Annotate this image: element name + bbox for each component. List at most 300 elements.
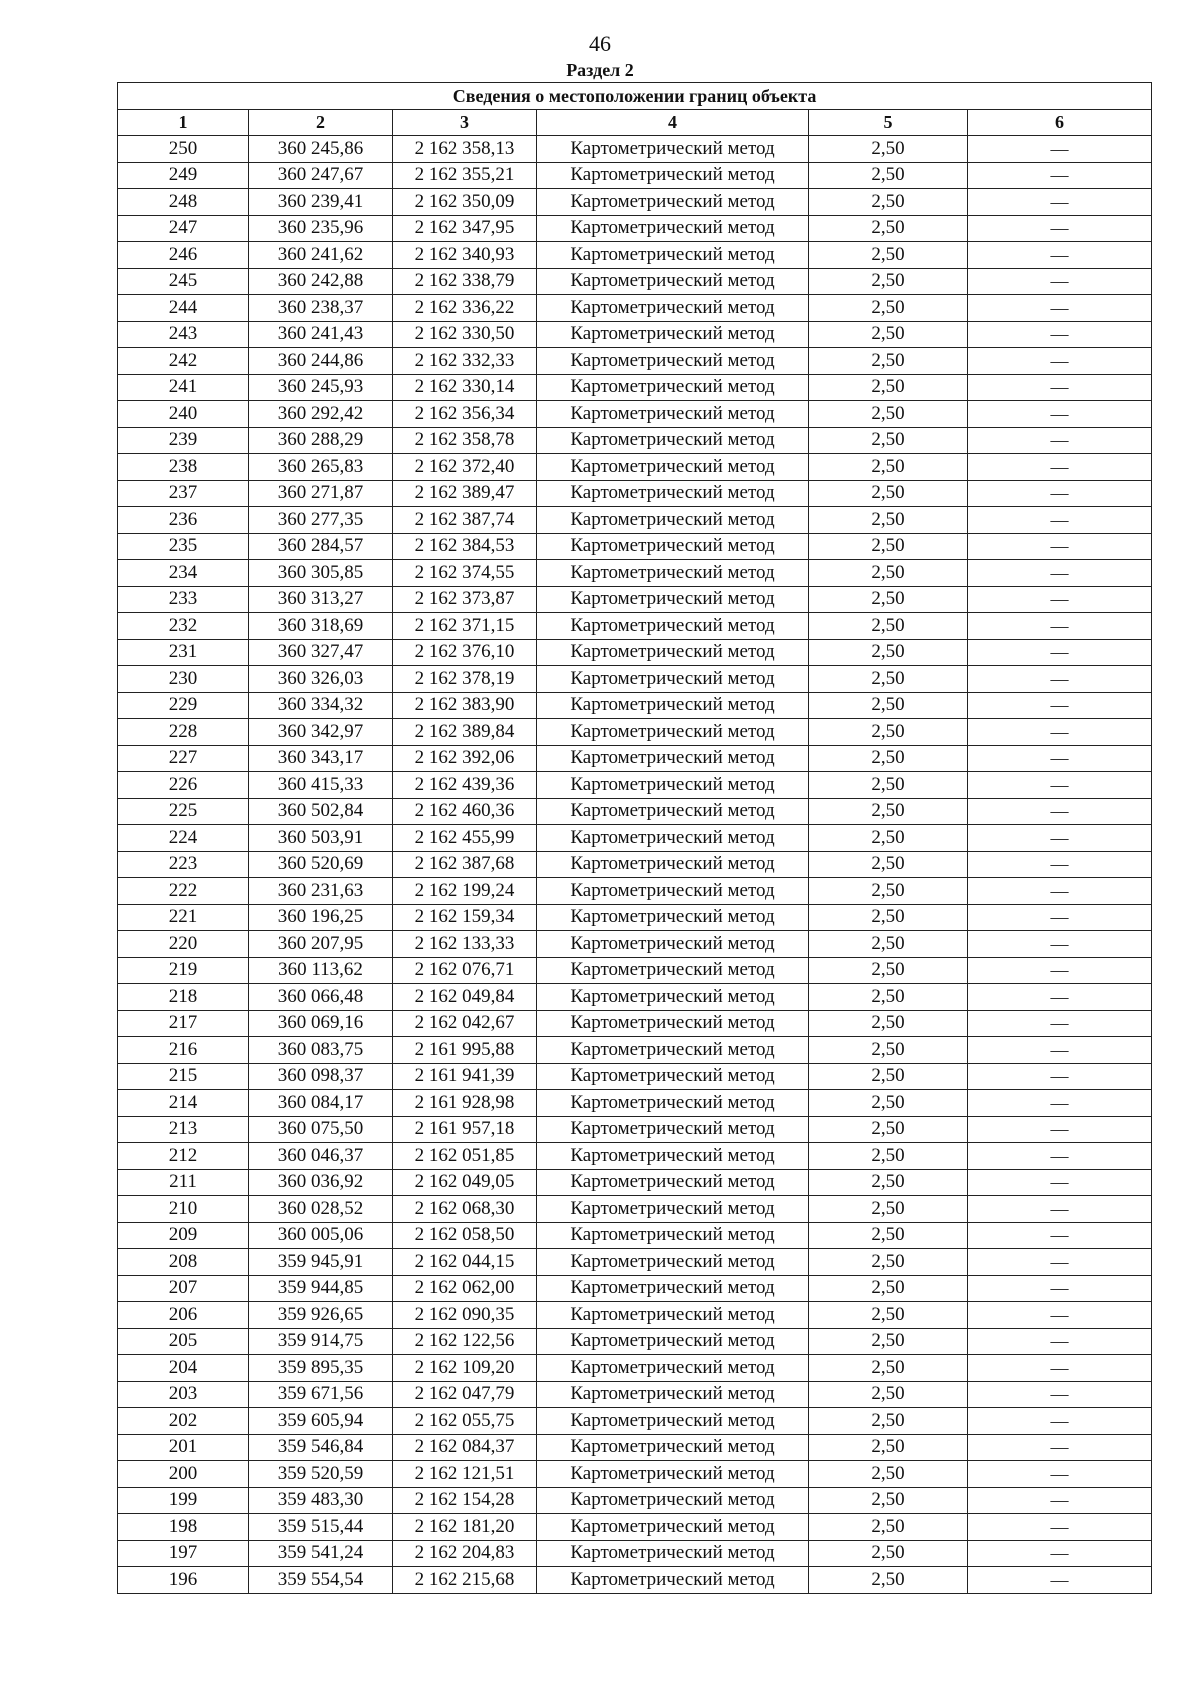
y-coordinate-cell: 2 162 055,75 bbox=[393, 1408, 537, 1435]
description-cell: — bbox=[968, 1434, 1152, 1461]
description-cell: — bbox=[968, 136, 1152, 163]
y-coordinate-cell: 2 162 076,71 bbox=[393, 957, 537, 984]
column-header-2: 2 bbox=[249, 109, 393, 136]
method-cell: Картометрический метод bbox=[537, 1196, 809, 1223]
method-cell: Картометрический метод bbox=[537, 1143, 809, 1170]
table-row bbox=[118, 745, 1152, 772]
accuracy-cell: 2,50 bbox=[809, 1249, 968, 1276]
point-number-cell: 214 bbox=[118, 1090, 249, 1117]
y-coordinate-cell: 2 162 204,83 bbox=[393, 1540, 537, 1567]
table-row bbox=[118, 957, 1152, 984]
table-row bbox=[118, 1381, 1152, 1408]
table-row bbox=[118, 507, 1152, 534]
point-number-cell: 235 bbox=[118, 533, 249, 560]
table-row bbox=[118, 1567, 1152, 1594]
description-cell: — bbox=[968, 613, 1152, 640]
x-coordinate-cell: 360 334,32 bbox=[249, 692, 393, 719]
accuracy-cell: 2,50 bbox=[809, 1302, 968, 1329]
table-row bbox=[118, 454, 1152, 481]
description-cell: — bbox=[968, 533, 1152, 560]
description-cell: — bbox=[968, 719, 1152, 746]
x-coordinate-cell: 360 244,86 bbox=[249, 348, 393, 375]
method-cell: Картометрический метод bbox=[537, 295, 809, 322]
description-cell: — bbox=[968, 1249, 1152, 1276]
method-cell: Картометрический метод bbox=[537, 1275, 809, 1302]
description-cell: — bbox=[968, 1063, 1152, 1090]
table-row bbox=[118, 1540, 1152, 1567]
accuracy-cell: 2,50 bbox=[809, 189, 968, 216]
point-number-cell: 201 bbox=[118, 1434, 249, 1461]
description-cell: — bbox=[968, 215, 1152, 242]
point-number-cell: 248 bbox=[118, 189, 249, 216]
description-cell: — bbox=[968, 1408, 1152, 1435]
y-coordinate-cell: 2 161 941,39 bbox=[393, 1063, 537, 1090]
table-row bbox=[118, 1434, 1152, 1461]
y-coordinate-cell: 2 162 062,00 bbox=[393, 1275, 537, 1302]
accuracy-cell: 2,50 bbox=[809, 692, 968, 719]
point-number-cell: 202 bbox=[118, 1408, 249, 1435]
point-number-cell: 243 bbox=[118, 321, 249, 348]
method-cell: Картометрический метод bbox=[537, 533, 809, 560]
point-number-cell: 215 bbox=[118, 1063, 249, 1090]
y-coordinate-cell: 2 162 044,15 bbox=[393, 1249, 537, 1276]
x-coordinate-cell: 359 895,35 bbox=[249, 1355, 393, 1382]
x-coordinate-cell: 360 284,57 bbox=[249, 533, 393, 560]
description-cell: — bbox=[968, 931, 1152, 958]
table-row bbox=[118, 295, 1152, 322]
boundary-coordinates-table bbox=[117, 82, 1152, 1594]
accuracy-cell: 2,50 bbox=[809, 1116, 968, 1143]
x-coordinate-cell: 360 305,85 bbox=[249, 560, 393, 587]
y-coordinate-cell: 2 162 058,50 bbox=[393, 1222, 537, 1249]
accuracy-cell: 2,50 bbox=[809, 904, 968, 931]
description-cell: — bbox=[968, 560, 1152, 587]
point-number-cell: 249 bbox=[118, 162, 249, 189]
description-cell: — bbox=[968, 374, 1152, 401]
accuracy-cell: 2,50 bbox=[809, 613, 968, 640]
y-coordinate-cell: 2 162 215,68 bbox=[393, 1567, 537, 1594]
description-cell: — bbox=[968, 268, 1152, 295]
description-cell: — bbox=[968, 745, 1152, 772]
point-number-cell: 218 bbox=[118, 984, 249, 1011]
description-cell: — bbox=[968, 1275, 1152, 1302]
point-number-cell: 220 bbox=[118, 931, 249, 958]
x-coordinate-cell: 360 231,63 bbox=[249, 878, 393, 905]
method-cell: Картометрический метод bbox=[537, 745, 809, 772]
description-cell: — bbox=[968, 639, 1152, 666]
x-coordinate-cell: 359 926,65 bbox=[249, 1302, 393, 1329]
description-cell: — bbox=[968, 984, 1152, 1011]
y-coordinate-cell: 2 162 455,99 bbox=[393, 825, 537, 852]
point-number-cell: 224 bbox=[118, 825, 249, 852]
accuracy-cell: 2,50 bbox=[809, 1381, 968, 1408]
point-number-cell: 225 bbox=[118, 798, 249, 825]
table-row bbox=[118, 1461, 1152, 1488]
y-coordinate-cell: 2 162 090,35 bbox=[393, 1302, 537, 1329]
method-cell: Картометрический метод bbox=[537, 480, 809, 507]
method-cell: Картометрический метод bbox=[537, 1063, 809, 1090]
point-number-cell: 204 bbox=[118, 1355, 249, 1382]
method-cell: Картометрический метод bbox=[537, 1328, 809, 1355]
section-title: Раздел 2 bbox=[566, 60, 634, 80]
x-coordinate-cell: 360 207,95 bbox=[249, 931, 393, 958]
x-coordinate-cell: 359 483,30 bbox=[249, 1487, 393, 1514]
table-row bbox=[118, 533, 1152, 560]
method-cell: Картометрический метод bbox=[537, 454, 809, 481]
x-coordinate-cell: 359 541,24 bbox=[249, 1540, 393, 1567]
point-number-cell: 244 bbox=[118, 295, 249, 322]
x-coordinate-cell: 360 241,62 bbox=[249, 242, 393, 269]
table-row bbox=[118, 613, 1152, 640]
y-coordinate-cell: 2 162 042,67 bbox=[393, 1010, 537, 1037]
accuracy-cell: 2,50 bbox=[809, 215, 968, 242]
point-number-cell: 207 bbox=[118, 1275, 249, 1302]
method-cell: Картометрический метод bbox=[537, 1567, 809, 1594]
y-coordinate-cell: 2 162 109,20 bbox=[393, 1355, 537, 1382]
method-cell: Картометрический метод bbox=[537, 1540, 809, 1567]
y-coordinate-cell: 2 161 957,18 bbox=[393, 1116, 537, 1143]
accuracy-cell: 2,50 bbox=[809, 1434, 968, 1461]
y-coordinate-cell: 2 162 047,79 bbox=[393, 1381, 537, 1408]
method-cell: Картометрический метод bbox=[537, 719, 809, 746]
point-number-cell: 228 bbox=[118, 719, 249, 746]
page-number: 46 bbox=[589, 31, 611, 56]
method-cell: Картометрический метод bbox=[537, 1434, 809, 1461]
point-number-cell: 198 bbox=[118, 1514, 249, 1541]
description-cell: — bbox=[968, 772, 1152, 799]
table-row bbox=[118, 1196, 1152, 1223]
x-coordinate-cell: 360 313,27 bbox=[249, 586, 393, 613]
point-number-cell: 196 bbox=[118, 1567, 249, 1594]
method-cell: Картометрический метод bbox=[537, 1514, 809, 1541]
x-coordinate-cell: 360 239,41 bbox=[249, 189, 393, 216]
column-header-6: 6 bbox=[968, 109, 1152, 136]
method-cell: Картометрический метод bbox=[537, 878, 809, 905]
method-cell: Картометрический метод bbox=[537, 1355, 809, 1382]
point-number-cell: 216 bbox=[118, 1037, 249, 1064]
accuracy-cell: 2,50 bbox=[809, 639, 968, 666]
column-header-4: 4 bbox=[537, 109, 809, 136]
description-cell: — bbox=[968, 1302, 1152, 1329]
accuracy-cell: 2,50 bbox=[809, 984, 968, 1011]
x-coordinate-cell: 359 520,59 bbox=[249, 1461, 393, 1488]
y-coordinate-cell: 2 162 122,56 bbox=[393, 1328, 537, 1355]
table-row bbox=[118, 427, 1152, 454]
table-row bbox=[118, 586, 1152, 613]
point-number-cell: 229 bbox=[118, 692, 249, 719]
table-row bbox=[118, 1328, 1152, 1355]
point-number-cell: 226 bbox=[118, 772, 249, 799]
y-coordinate-cell: 2 162 372,40 bbox=[393, 454, 537, 481]
y-coordinate-cell: 2 162 330,50 bbox=[393, 321, 537, 348]
method-cell: Картометрический метод bbox=[537, 374, 809, 401]
method-cell: Картометрический метод bbox=[537, 268, 809, 295]
accuracy-cell: 2,50 bbox=[809, 1487, 968, 1514]
y-coordinate-cell: 2 162 336,22 bbox=[393, 295, 537, 322]
point-number-cell: 232 bbox=[118, 613, 249, 640]
description-cell: — bbox=[968, 1010, 1152, 1037]
method-cell: Картометрический метод bbox=[537, 1302, 809, 1329]
accuracy-cell: 2,50 bbox=[809, 1169, 968, 1196]
point-number-cell: 239 bbox=[118, 427, 249, 454]
point-number-cell: 236 bbox=[118, 507, 249, 534]
point-number-cell: 233 bbox=[118, 586, 249, 613]
table-row bbox=[118, 480, 1152, 507]
y-coordinate-cell: 2 162 355,21 bbox=[393, 162, 537, 189]
point-number-cell: 209 bbox=[118, 1222, 249, 1249]
method-cell: Картометрический метод bbox=[537, 1010, 809, 1037]
x-coordinate-cell: 360 046,37 bbox=[249, 1143, 393, 1170]
table-caption: Сведения о местоположении границ объекта bbox=[118, 83, 1152, 110]
method-cell: Картометрический метод bbox=[537, 1116, 809, 1143]
description-cell: — bbox=[968, 454, 1152, 481]
description-cell: — bbox=[968, 878, 1152, 905]
method-cell: Картометрический метод bbox=[537, 348, 809, 375]
x-coordinate-cell: 360 235,96 bbox=[249, 215, 393, 242]
x-coordinate-cell: 360 242,88 bbox=[249, 268, 393, 295]
y-coordinate-cell: 2 162 049,84 bbox=[393, 984, 537, 1011]
table-row bbox=[118, 639, 1152, 666]
description-cell: — bbox=[968, 851, 1152, 878]
method-cell: Картометрический метод bbox=[537, 825, 809, 852]
accuracy-cell: 2,50 bbox=[809, 507, 968, 534]
description-cell: — bbox=[968, 692, 1152, 719]
accuracy-cell: 2,50 bbox=[809, 851, 968, 878]
table-row bbox=[118, 1487, 1152, 1514]
column-header-3: 3 bbox=[393, 109, 537, 136]
table-row bbox=[118, 1090, 1152, 1117]
y-coordinate-cell: 2 162 389,47 bbox=[393, 480, 537, 507]
description-cell: — bbox=[968, 1196, 1152, 1223]
description-cell: — bbox=[968, 1567, 1152, 1594]
x-coordinate-cell: 359 554,54 bbox=[249, 1567, 393, 1594]
x-coordinate-cell: 360 326,03 bbox=[249, 666, 393, 693]
accuracy-cell: 2,50 bbox=[809, 1328, 968, 1355]
point-number-cell: 250 bbox=[118, 136, 249, 163]
method-cell: Картометрический метод bbox=[537, 1249, 809, 1276]
y-coordinate-cell: 2 162 384,53 bbox=[393, 533, 537, 560]
method-cell: Картометрический метод bbox=[537, 772, 809, 799]
y-coordinate-cell: 2 162 338,79 bbox=[393, 268, 537, 295]
x-coordinate-cell: 360 288,29 bbox=[249, 427, 393, 454]
table-row bbox=[118, 374, 1152, 401]
description-cell: — bbox=[968, 825, 1152, 852]
x-coordinate-cell: 360 113,62 bbox=[249, 957, 393, 984]
table-row bbox=[118, 1514, 1152, 1541]
y-coordinate-cell: 2 162 460,36 bbox=[393, 798, 537, 825]
table-row bbox=[118, 136, 1152, 163]
accuracy-cell: 2,50 bbox=[809, 560, 968, 587]
table-row bbox=[118, 692, 1152, 719]
y-coordinate-cell: 2 161 995,88 bbox=[393, 1037, 537, 1064]
description-cell: — bbox=[968, 348, 1152, 375]
y-coordinate-cell: 2 162 389,84 bbox=[393, 719, 537, 746]
table-row bbox=[118, 401, 1152, 428]
point-number-cell: 240 bbox=[118, 401, 249, 428]
x-coordinate-cell: 360 084,17 bbox=[249, 1090, 393, 1117]
table-row bbox=[118, 1116, 1152, 1143]
x-coordinate-cell: 360 241,43 bbox=[249, 321, 393, 348]
y-coordinate-cell: 2 162 154,28 bbox=[393, 1487, 537, 1514]
description-cell: — bbox=[968, 242, 1152, 269]
method-cell: Картометрический метод bbox=[537, 427, 809, 454]
x-coordinate-cell: 360 327,47 bbox=[249, 639, 393, 666]
table-row bbox=[118, 162, 1152, 189]
x-coordinate-cell: 359 914,75 bbox=[249, 1328, 393, 1355]
accuracy-cell: 2,50 bbox=[809, 957, 968, 984]
point-number-cell: 234 bbox=[118, 560, 249, 587]
method-cell: Картометрический метод bbox=[537, 692, 809, 719]
x-coordinate-cell: 360 277,35 bbox=[249, 507, 393, 534]
point-number-cell: 238 bbox=[118, 454, 249, 481]
description-cell: — bbox=[968, 507, 1152, 534]
method-cell: Картометрический метод bbox=[537, 1461, 809, 1488]
y-coordinate-cell: 2 162 049,05 bbox=[393, 1169, 537, 1196]
table-row bbox=[118, 1275, 1152, 1302]
method-cell: Картометрический метод bbox=[537, 1037, 809, 1064]
point-number-cell: 222 bbox=[118, 878, 249, 905]
description-cell: — bbox=[968, 1514, 1152, 1541]
x-coordinate-cell: 360 343,17 bbox=[249, 745, 393, 772]
accuracy-cell: 2,50 bbox=[809, 401, 968, 428]
accuracy-cell: 2,50 bbox=[809, 931, 968, 958]
method-cell: Картометрический метод bbox=[537, 984, 809, 1011]
table-row bbox=[118, 268, 1152, 295]
table-row bbox=[118, 931, 1152, 958]
point-number-cell: 208 bbox=[118, 1249, 249, 1276]
method-cell: Картометрический метод bbox=[537, 507, 809, 534]
method-cell: Картометрический метод bbox=[537, 215, 809, 242]
description-cell: — bbox=[968, 1143, 1152, 1170]
accuracy-cell: 2,50 bbox=[809, 374, 968, 401]
table-row bbox=[118, 1037, 1152, 1064]
x-coordinate-cell: 360 415,33 bbox=[249, 772, 393, 799]
point-number-cell: 242 bbox=[118, 348, 249, 375]
description-cell: — bbox=[968, 1037, 1152, 1064]
table-caption-row bbox=[118, 83, 1152, 110]
table-row bbox=[118, 1408, 1152, 1435]
y-coordinate-cell: 2 162 330,14 bbox=[393, 374, 537, 401]
table-row bbox=[118, 772, 1152, 799]
description-cell: — bbox=[968, 1461, 1152, 1488]
y-coordinate-cell: 2 162 340,93 bbox=[393, 242, 537, 269]
x-coordinate-cell: 360 066,48 bbox=[249, 984, 393, 1011]
table-row bbox=[118, 348, 1152, 375]
accuracy-cell: 2,50 bbox=[809, 1010, 968, 1037]
y-coordinate-cell: 2 162 387,74 bbox=[393, 507, 537, 534]
table-row bbox=[118, 825, 1152, 852]
accuracy-cell: 2,50 bbox=[809, 586, 968, 613]
accuracy-cell: 2,50 bbox=[809, 1355, 968, 1382]
x-coordinate-cell: 360 502,84 bbox=[249, 798, 393, 825]
y-coordinate-cell: 2 162 051,85 bbox=[393, 1143, 537, 1170]
table-row bbox=[118, 984, 1152, 1011]
method-cell: Картометрический метод bbox=[537, 957, 809, 984]
accuracy-cell: 2,50 bbox=[809, 295, 968, 322]
point-number-cell: 217 bbox=[118, 1010, 249, 1037]
method-cell: Картометрический метод bbox=[537, 639, 809, 666]
x-coordinate-cell: 360 265,83 bbox=[249, 454, 393, 481]
table-row bbox=[118, 189, 1152, 216]
method-cell: Картометрический метод bbox=[537, 666, 809, 693]
description-cell: — bbox=[968, 1222, 1152, 1249]
table-row bbox=[118, 1010, 1152, 1037]
y-coordinate-cell: 2 162 068,30 bbox=[393, 1196, 537, 1223]
table-row bbox=[118, 1249, 1152, 1276]
x-coordinate-cell: 360 196,25 bbox=[249, 904, 393, 931]
point-number-cell: 212 bbox=[118, 1143, 249, 1170]
x-coordinate-cell: 360 342,97 bbox=[249, 719, 393, 746]
point-number-cell: 231 bbox=[118, 639, 249, 666]
method-cell: Картометрический метод bbox=[537, 162, 809, 189]
table-header bbox=[118, 83, 1152, 136]
x-coordinate-cell: 359 605,94 bbox=[249, 1408, 393, 1435]
accuracy-cell: 2,50 bbox=[809, 1275, 968, 1302]
x-coordinate-cell: 360 318,69 bbox=[249, 613, 393, 640]
accuracy-cell: 2,50 bbox=[809, 745, 968, 772]
description-cell: — bbox=[968, 798, 1152, 825]
method-cell: Картометрический метод bbox=[537, 1381, 809, 1408]
method-cell: Картометрический метод bbox=[537, 851, 809, 878]
description-cell: — bbox=[968, 1169, 1152, 1196]
method-cell: Картометрический метод bbox=[537, 1090, 809, 1117]
y-coordinate-cell: 2 162 159,34 bbox=[393, 904, 537, 931]
accuracy-cell: 2,50 bbox=[809, 1222, 968, 1249]
x-coordinate-cell: 360 238,37 bbox=[249, 295, 393, 322]
y-coordinate-cell: 2 162 332,33 bbox=[393, 348, 537, 375]
description-cell: — bbox=[968, 427, 1152, 454]
x-coordinate-cell: 360 245,86 bbox=[249, 136, 393, 163]
accuracy-cell: 2,50 bbox=[809, 1090, 968, 1117]
y-coordinate-cell: 2 162 358,13 bbox=[393, 136, 537, 163]
method-cell: Картометрический метод bbox=[537, 242, 809, 269]
x-coordinate-cell: 360 098,37 bbox=[249, 1063, 393, 1090]
accuracy-cell: 2,50 bbox=[809, 427, 968, 454]
y-coordinate-cell: 2 162 356,34 bbox=[393, 401, 537, 428]
method-cell: Картометрический метод bbox=[537, 1169, 809, 1196]
point-number-cell: 246 bbox=[118, 242, 249, 269]
x-coordinate-cell: 360 520,69 bbox=[249, 851, 393, 878]
table-body bbox=[118, 136, 1152, 1594]
x-coordinate-cell: 359 945,91 bbox=[249, 1249, 393, 1276]
accuracy-cell: 2,50 bbox=[809, 533, 968, 560]
accuracy-cell: 2,50 bbox=[809, 242, 968, 269]
y-coordinate-cell: 2 162 350,09 bbox=[393, 189, 537, 216]
description-cell: — bbox=[968, 586, 1152, 613]
description-cell: — bbox=[968, 1355, 1152, 1382]
y-coordinate-cell: 2 162 373,87 bbox=[393, 586, 537, 613]
table-row bbox=[118, 560, 1152, 587]
method-cell: Картометрический метод bbox=[537, 586, 809, 613]
accuracy-cell: 2,50 bbox=[809, 321, 968, 348]
x-coordinate-cell: 360 036,92 bbox=[249, 1169, 393, 1196]
accuracy-cell: 2,50 bbox=[809, 1063, 968, 1090]
accuracy-cell: 2,50 bbox=[809, 666, 968, 693]
accuracy-cell: 2,50 bbox=[809, 348, 968, 375]
description-cell: — bbox=[968, 162, 1152, 189]
x-coordinate-cell: 360 247,67 bbox=[249, 162, 393, 189]
table-row bbox=[118, 321, 1152, 348]
method-cell: Картометрический метод bbox=[537, 189, 809, 216]
accuracy-cell: 2,50 bbox=[809, 825, 968, 852]
accuracy-cell: 2,50 bbox=[809, 1540, 968, 1567]
table-row bbox=[118, 1355, 1152, 1382]
x-coordinate-cell: 360 083,75 bbox=[249, 1037, 393, 1064]
point-number-cell: 211 bbox=[118, 1169, 249, 1196]
y-coordinate-cell: 2 162 371,15 bbox=[393, 613, 537, 640]
point-number-cell: 241 bbox=[118, 374, 249, 401]
description-cell: — bbox=[968, 904, 1152, 931]
